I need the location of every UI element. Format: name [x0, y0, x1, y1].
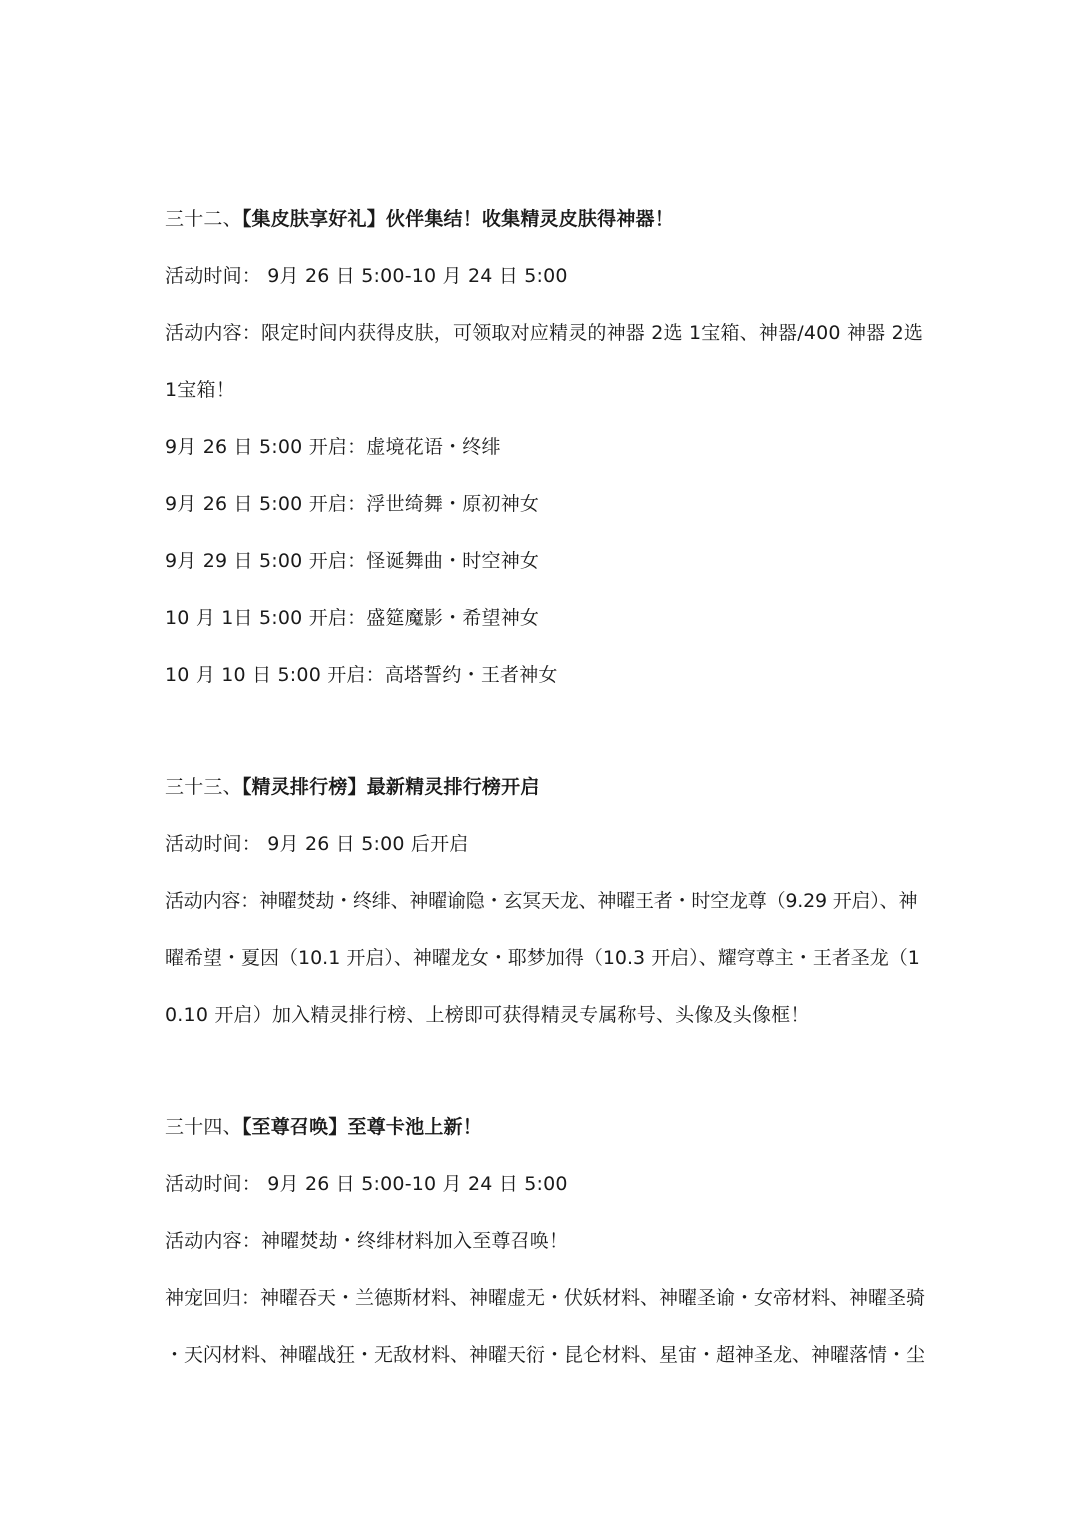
section-32-content-cont: 1宝箱！ [165, 379, 235, 401]
section-32-schedule-item: 10 月 1日 5:00 开启：盛筵魔影・希望神女 [165, 607, 540, 629]
section-34-heading [165, 1114, 925, 1140]
section-34-time: 活动时间： 9月 26 日 5:00-10 月 24 日 5:00 [165, 1173, 568, 1195]
section-33-number: 三十三、 [165, 776, 242, 798]
section-32-schedule-item: 9月 29 日 5:00 开启：怪诞舞曲・时空神女 [165, 550, 540, 572]
section-34-content: 活动内容：神曜焚劫・终绯材料加入至尊召唤！ [165, 1230, 569, 1252]
section-32-content: 活动内容：限定时间内获得皮肤，可领取对应精灵的神器 2选 1宝箱、神器/400 神器 2选 [165, 322, 924, 344]
section-33-heading [165, 774, 925, 800]
section-33-content-cont: 0.10 开启）加入精灵排行榜、上榜即可获得精灵专属称号、头像及头像框！ [165, 1004, 810, 1026]
section-32-schedule-item: 9月 26 日 5:00 开启：虚境花语・终绯 [165, 436, 501, 458]
section-32-heading [165, 206, 925, 232]
section-33-content-cont: 曜希望・夏因（10.1 开启）、神曜龙女・耶梦加得（10.3 开启）、耀穹尊主・王者圣龙（1 [165, 947, 920, 969]
section-34-return-pets-cont: ・天闪材料、神曜战狂・无敌材料、神曜天衍・昆仑材料、星宙・超神圣龙、神曜落情・尘 [165, 1344, 926, 1366]
section-32-schedule-item: 9月 26 日 5:00 开启：浮世绮舞・原初神女 [165, 493, 540, 515]
section-32-time: 活动时间： 9月 26 日 5:00-10 月 24 日 5:00 [165, 265, 568, 287]
section-33-title: 【精灵排行榜】最新精灵排行榜开启 [241, 776, 540, 798]
section-32-title: 【集皮肤享好礼】伙伴集结！收集精灵皮肤得神器！ [241, 208, 674, 230]
section-32-schedule-item: 10 月 10 日 5:00 开启：高塔誓约・王者神女 [165, 664, 558, 686]
section-34-number: 三十四、 [165, 1116, 242, 1138]
section-34-return-pets: 神宠回归：神曜吞天・兰德斯材料、神曜虚无・伏妖材料、神曜圣谕・女帝材料、神曜圣骑 [165, 1287, 926, 1309]
section-34-title: 【至尊召唤】至尊卡池上新！ [241, 1116, 482, 1138]
section-33-time: 活动时间： 9月 26 日 5:00 后开启 [165, 833, 469, 855]
section-32-number: 三十二、 [165, 208, 242, 230]
section-33-content: 活动内容：神曜焚劫・终绯、神曜谕隐・玄冥天龙、神曜王者・时空龙尊（9.29 开启）、神 [165, 890, 918, 912]
